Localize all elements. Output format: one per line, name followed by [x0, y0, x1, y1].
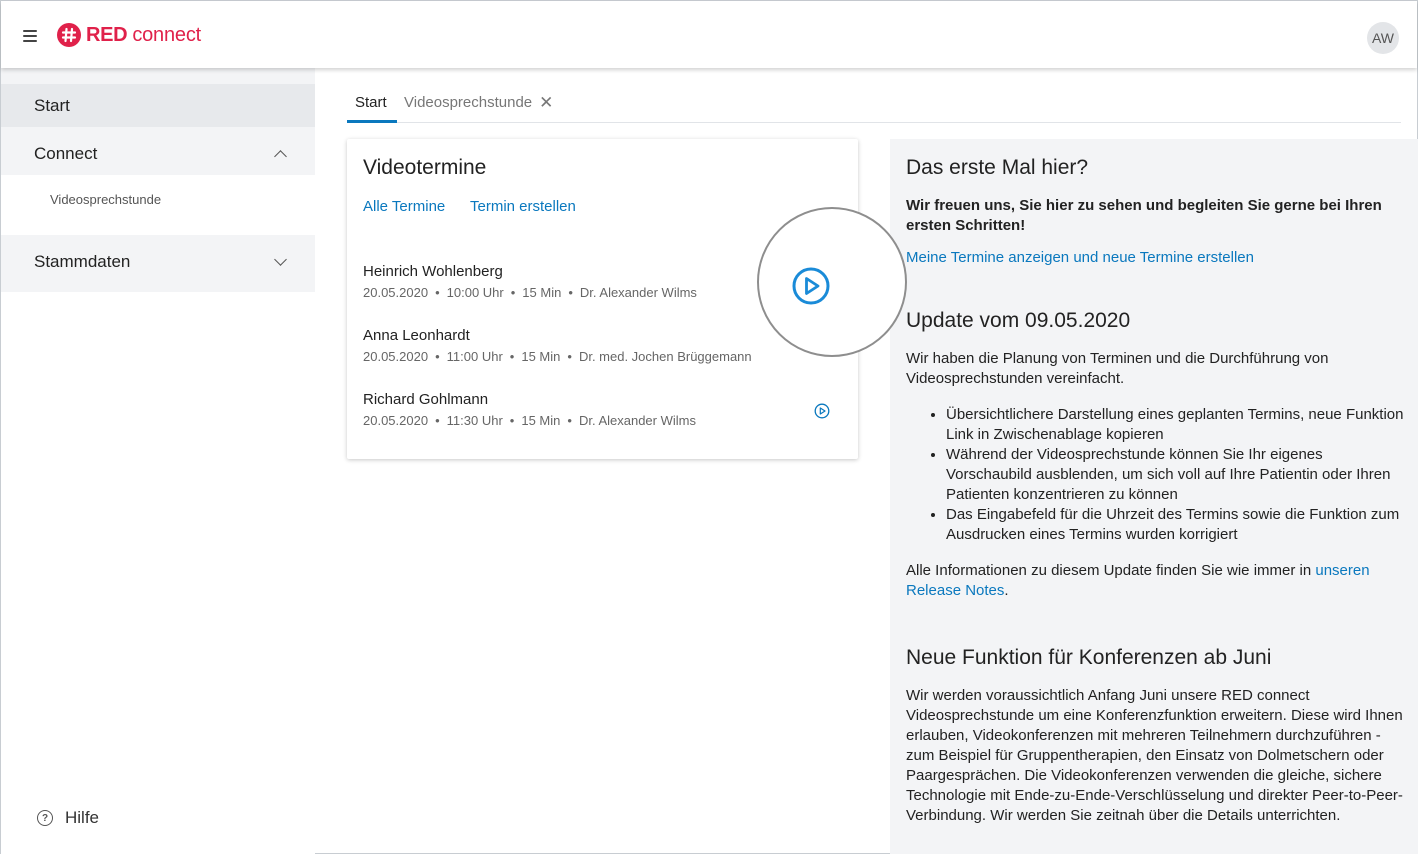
appointment-duration: 15 Min — [522, 285, 562, 300]
appointment-meta: 20.05.2020 • 11:30 Uhr • 15 Min • Dr. Alexander Wilms — [363, 413, 696, 428]
sidebar-empty-area — [1, 292, 315, 854]
appointment-patient-name: Richard Gohlmann — [363, 391, 489, 408]
appointment-time: 11:30 Uhr — [446, 413, 503, 428]
sidebar-item-label: Stammdaten — [34, 251, 131, 271]
tab-videosprechstunde[interactable] — [404, 94, 553, 111]
update-list — [926, 405, 1406, 545]
appointment-time: 11:00 Uhr — [446, 349, 503, 364]
hamburger-menu-icon[interactable] — [23, 30, 37, 42]
update-intro: Wir haben die Planung von Terminen und die Durchführung von Videosprechstunden vereinfacht. — [906, 350, 1329, 387]
update-outro-suffix: . — [1004, 582, 1009, 599]
appointment-date: 20.05.2020 — [363, 349, 429, 364]
logo-text-connect: connect — [132, 23, 201, 46]
release-notes-link[interactable]: unseren Release Notes — [906, 562, 1370, 599]
appointment-meta: 20.05.2020 • 10:00 Uhr • 15 Min • Dr. Alexander Wilms — [363, 285, 697, 300]
logo-text-red: RED — [86, 23, 128, 46]
close-icon[interactable]: ✕ — [539, 93, 554, 112]
app-logo[interactable] — [57, 23, 201, 47]
sidebar — [1, 68, 315, 854]
top-bar — [1, 1, 1417, 68]
update-list-item: • Während der Videosprechstunde können Sie Ihr eigenes Vorschaubild ausblenden, um sich voll auf Ihre Patientin oder Ihren Patienten konzentrieren zu können — [946, 445, 1406, 505]
hash-logo-icon — [57, 23, 81, 47]
appointment-duration: 15 Min — [521, 413, 561, 428]
appointment-time: 10:00 Uhr — [446, 285, 504, 300]
appointment-date: 20.05.2020 — [363, 413, 429, 428]
sidebar-item-label: Start — [34, 95, 70, 115]
appointment-item[interactable] — [363, 327, 843, 364]
appointment-doctor: Dr. Alexander Wilms — [579, 285, 697, 300]
info-panel — [890, 139, 1418, 854]
update-outro-text: Alle Informationen zu diesem Update finden Sie wie immer in — [906, 562, 1312, 579]
my-appointments-link[interactable]: Meine Termine anzeigen und neue Termine erstellen — [906, 249, 1254, 266]
play-video-icon[interactable] — [791, 266, 831, 306]
appointment-duration: 15 Min — [521, 349, 561, 364]
welcome-heading: Das erste Mal hier? — [906, 156, 1089, 179]
sidebar-item-label: Connect — [34, 143, 98, 163]
conference-heading: Neue Funktion für Konferenzen ab Juni — [906, 646, 1272, 669]
sidebar-item-stammdaten[interactable] — [1, 240, 315, 283]
help-circle-icon: ? — [37, 810, 53, 826]
sidebar-item-start[interactable] — [1, 84, 315, 127]
help-link[interactable] — [37, 808, 99, 828]
welcome-text: Wir freuen uns, Sie hier zu sehen und begleiten Sie gerne bei Ihren ersten Schritten! — [906, 197, 1382, 234]
help-label: Hilfe — [65, 808, 100, 827]
sidebar-item-connect[interactable] — [1, 132, 315, 175]
chevron-down-icon — [274, 253, 287, 266]
appointment-patient-name: Anna Leonhardt — [363, 327, 470, 344]
update-list-item: • Übersichtlichere Darstellung eines geplanten Termins, neue Funktion Link in Zwischenablage kopieren — [946, 405, 1406, 445]
tab-start[interactable]: Start — [355, 94, 387, 111]
appointment-date: 20.05.2020 — [363, 285, 429, 300]
active-tab-indicator — [347, 120, 397, 123]
all-appointments-link[interactable]: Alle Termine — [363, 198, 446, 215]
appointment-item[interactable] — [363, 391, 843, 428]
play-video-icon[interactable] — [814, 403, 830, 419]
appointment-patient-name: Heinrich Wohlenberg — [363, 263, 503, 280]
user-avatar[interactable]: AW — [1367, 22, 1399, 54]
update-outro — [906, 561, 1406, 601]
tab-bar — [347, 84, 1401, 123]
appointment-meta: 20.05.2020 • 11:00 Uhr • 15 Min • Dr. med. Jochen Brüggemann — [363, 349, 752, 364]
magnifier-highlight — [757, 207, 907, 357]
update-heading: Update vom 09.05.2020 — [906, 309, 1131, 332]
appointment-doctor: Dr. med. Jochen Brüggemann — [578, 349, 752, 364]
conference-text: Wir werden voraussichtlich Anfang Juni unsere RED connect Videosprechstunde um eine Konferenzfunktion erweitern. Diese wird Ihnen erlauben, Videokonferenzen mit mehreren Teilnehmern durchzuführen - zum Beispiel für Gruppentherapien, den Einsatz von Dolmetschern oder Paargesprächen. Die Videokonferenzen verwenden die gleiche, sichere Technologie mit Ende-zu-Ende-Verschlüsselung und direkter Peer-to-Peer-Verbindung. Wir werden Sie zeitnah über die Details unterrichten. — [906, 687, 1403, 824]
update-list-item: • Das Eingabefeld für die Uhrzeit des Termins sowie die Funktion zum Ausdrucken eines Termins wurden korrigiert — [946, 505, 1406, 545]
card-title: Videotermine — [363, 156, 487, 179]
create-appointment-link[interactable]: Termin erstellen — [470, 198, 576, 215]
tab-label: Videosprechstunde — [404, 94, 533, 111]
chevron-up-icon — [274, 150, 287, 163]
sidebar-subitem-videosprechstunde[interactable]: Videosprechstunde — [50, 192, 162, 207]
appointment-doctor: Dr. Alexander Wilms — [578, 413, 696, 428]
